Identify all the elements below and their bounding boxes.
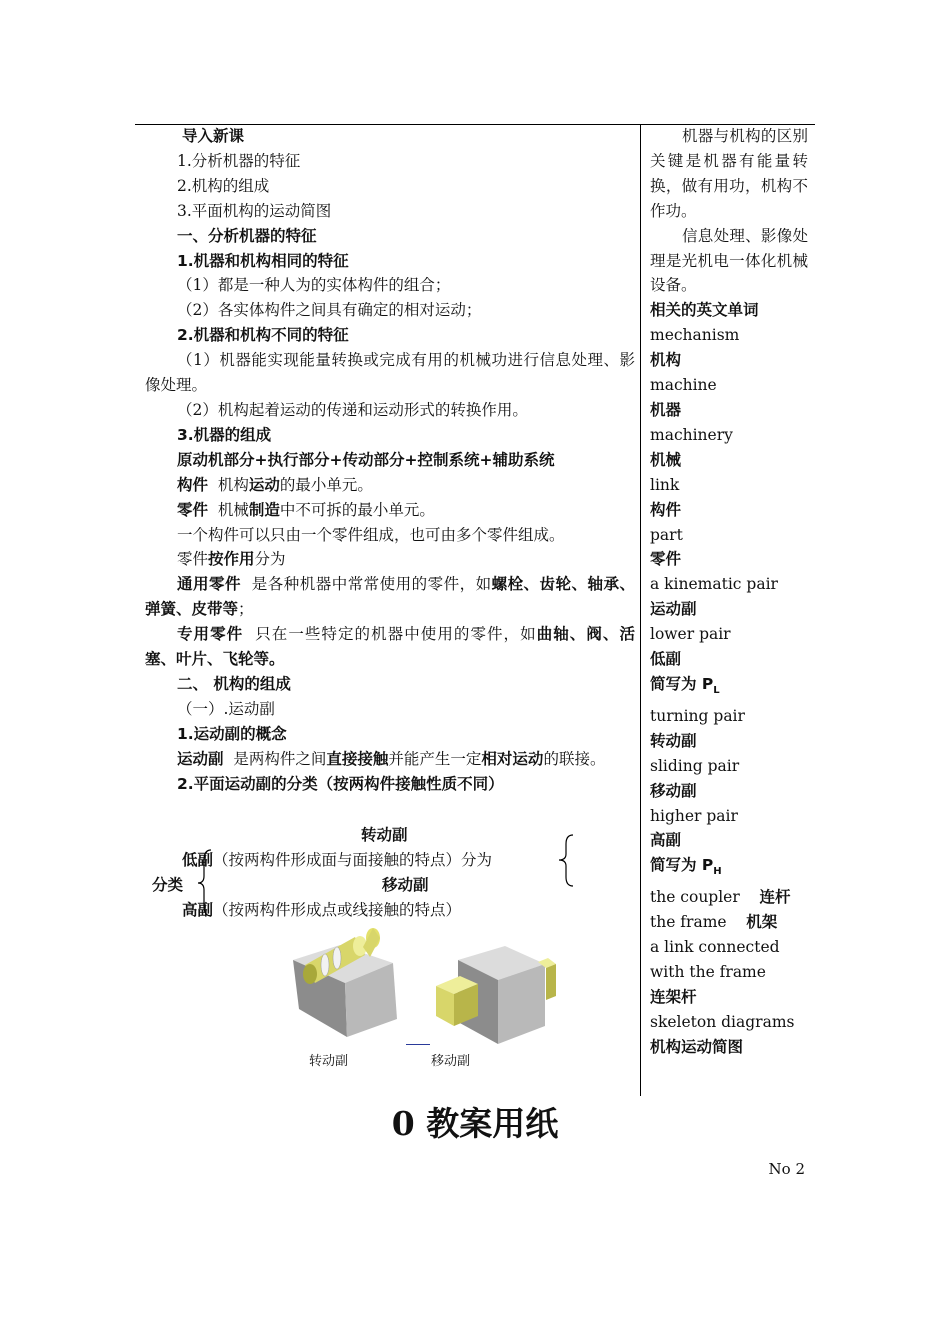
vocab-en-link: link [650, 475, 680, 494]
diagram-higher-row [182, 898, 461, 920]
vocab-zh-lower-pair: 低副 [650, 650, 682, 669]
sliding-pair-illustration [430, 940, 560, 1048]
turning-pair-illustration [285, 925, 410, 1045]
section-1-2-title: 2.机器和机构不同的特征 [177, 326, 349, 345]
vocab-en-lower-pair: lower pair [650, 625, 731, 644]
general-parts-end: ； [238, 600, 254, 619]
vocab-en-kinematic-pair: a kinematic pair [650, 575, 778, 594]
diagram-classify-label: 分类 [152, 876, 184, 894]
vocab-zh-part: 零件 [650, 550, 682, 569]
component-note: 一个构件可以只由一个零件组成，也可由多个零件组成。 [177, 525, 565, 544]
component-definition [145, 473, 635, 498]
vocab-zh-mechanism: 机构 [650, 351, 682, 370]
component-text-b: 运动 [248, 475, 280, 494]
agenda-item-1: 1.分析机器的特征 [177, 151, 301, 170]
abbr-higher-label: 简写为 P [650, 856, 714, 875]
diagram-lower-label: 低副 [182, 851, 214, 869]
vocab-zh-sliding-pair: 移动副 [650, 781, 697, 800]
vocab-title: 相关的英文单词 [650, 301, 759, 320]
diagram-turning-label: 转动副 [361, 826, 408, 844]
machine-parts-formula: 原动机部分+执行部分+传动部分+控制系统+辅助系统 [177, 450, 555, 469]
difference-1: （1）机器能实现能量转换或完成有用的机械功进行信息处理、影像处理。 [145, 351, 635, 395]
abbr-higher [650, 853, 808, 885]
part-text-c: 中不可拆的最小单元。 [279, 500, 435, 519]
vocab-zh-turning-pair: 转动副 [650, 731, 697, 750]
vocab-en-coupler: the coupler [650, 888, 740, 907]
vocab-en-machinery: machinery [650, 425, 733, 444]
vocab-zh-link: 构件 [650, 500, 682, 519]
common-feature-1: （1）都是一种人为的实体构件的组合； [177, 276, 451, 295]
pair-term: 运动副 [177, 749, 224, 768]
right-brace [556, 833, 578, 888]
parts-classify [145, 547, 635, 572]
pair-text-c: 并能产生一定 [388, 749, 482, 768]
section-1-1-title: 1.机器和机构相同的特征 [177, 251, 349, 270]
diagram-higher-desc: （按两构件形成点或线接触的特点） [213, 901, 462, 919]
footer-title: 0 教案用纸 [391, 1104, 559, 1143]
vocab-en-skeleton: skeleton diagrams [650, 1012, 795, 1031]
general-parts-desc: 是各种机器中常常使用的零件，如 [251, 575, 492, 594]
page-number: No 2 [768, 1160, 805, 1178]
vocab-zh-skeleton: 机构运动简图 [650, 1037, 744, 1056]
vocab-en-link-frame-2: with the frame [650, 963, 766, 982]
special-parts-term: 专用零件 [177, 625, 244, 644]
vocab-zh-link-frame: 连架杆 [650, 988, 697, 1006]
diagram-lower-desc: （按两构件形成面与面接触的特点）分为 [213, 851, 493, 869]
agenda-item-3: 3.平面机构的运动简图 [177, 201, 332, 220]
part-definition [145, 498, 635, 523]
vocab-en-frame: the frame [650, 913, 727, 932]
section-1-title: 一、分析机器的特征 [177, 226, 317, 245]
classify-b: 按作用 [208, 550, 255, 569]
section-2-1-1-title: 1.运动副的概念 [177, 724, 287, 743]
abbr-lower [650, 672, 808, 704]
pair-text-a: 是两构件之间 [233, 749, 327, 768]
classify-a: 零件 [177, 550, 209, 569]
side-note-2: 信息处理、影像处理是光机电一体化机械设备。 [650, 226, 808, 295]
component-text-c: 的最小单元。 [279, 475, 373, 494]
special-parts-desc: 只在一些特定的机器中使用的零件，如 [255, 625, 537, 644]
pair-text-b: 直接接触 [326, 749, 389, 768]
diagram-lower-row [182, 848, 492, 870]
classify-c: 分为 [254, 550, 286, 569]
lesson-heading: 导入新课 [182, 127, 245, 145]
diagram-sliding-label: 移动副 [382, 876, 429, 894]
main-column [145, 124, 635, 796]
left-brace [195, 848, 220, 918]
vocab-en-sliding-pair: sliding pair [650, 756, 740, 775]
vocab-zh-machine: 机器 [650, 400, 682, 419]
link-underline-mark [406, 1044, 430, 1045]
caption-sliding: 移动副 [431, 1054, 471, 1069]
special-parts-plain: 叶片、 [176, 650, 223, 669]
general-parts-term: 通用零件 [177, 575, 241, 594]
section-2-1-2-title: 2.平面运动副的分类（按两构件接触性质不同） [177, 774, 504, 793]
side-note-1: 机器与机构的区别关键是机器有能量转换，做有用功，机构不作功。 [650, 127, 808, 220]
part-text-a: 机械 [217, 500, 249, 519]
diagram-higher-label: 高副 [182, 901, 214, 919]
agenda-item-2: 2.机构的组成 [177, 176, 270, 195]
caption-turning: 转动副 [309, 1054, 349, 1069]
abbr-lower-sub: L [713, 685, 720, 697]
vocab-en-machine: machine [650, 376, 717, 395]
vocab-zh-coupler: 连杆 [759, 888, 791, 907]
section-2-title: 二、 机构的组成 [177, 674, 291, 693]
side-column [650, 124, 808, 1060]
vocab-zh-frame: 机架 [746, 913, 778, 932]
part-text-b: 制造 [248, 500, 280, 519]
difference-2: （2）机构起着运动的传递和运动形式的转换作用。 [177, 400, 528, 419]
vocab-coupler [650, 885, 808, 910]
special-parts [145, 622, 635, 672]
vocab-en-mechanism: mechanism [650, 326, 740, 345]
general-parts [145, 572, 635, 622]
abbr-lower-label: 简写为 P [650, 674, 714, 693]
vocab-zh-machinery: 机械 [650, 450, 682, 469]
part-term: 零件 [177, 500, 209, 519]
pair-definition [145, 747, 635, 772]
section-1-3-title: 3.机器的组成 [177, 425, 272, 444]
abbr-higher-sub: H [713, 866, 722, 878]
special-parts-examples: 曲轴、阀、活塞、 [145, 625, 635, 669]
vocab-zh-higher-pair: 高副 [650, 831, 682, 850]
vocab-en-link-frame-1: a link connected [650, 938, 780, 957]
pair-text-d: 相对运动 [481, 749, 544, 768]
general-parts-examples: 螺栓、齿轮、轴承、弹簧、皮带等 [145, 575, 635, 619]
vocab-zh-kinematic-pair: 运动副 [650, 600, 697, 619]
vocab-en-turning-pair: turning pair [650, 706, 745, 725]
section-2-1-title: （一）.运动副 [177, 699, 275, 718]
vocab-en-higher-pair: higher pair [650, 806, 738, 825]
vocab-en-part: part [650, 525, 683, 544]
component-text-a: 机构 [217, 475, 249, 494]
special-parts-examples2: 飞轮等。 [222, 650, 285, 669]
common-feature-2: （2）各实体构件之间具有确定的相对运动； [177, 301, 482, 320]
component-term: 构件 [177, 475, 209, 494]
pair-text-e: 的联接。 [543, 749, 606, 768]
column-divider [640, 124, 641, 1096]
vocab-frame [650, 910, 808, 935]
